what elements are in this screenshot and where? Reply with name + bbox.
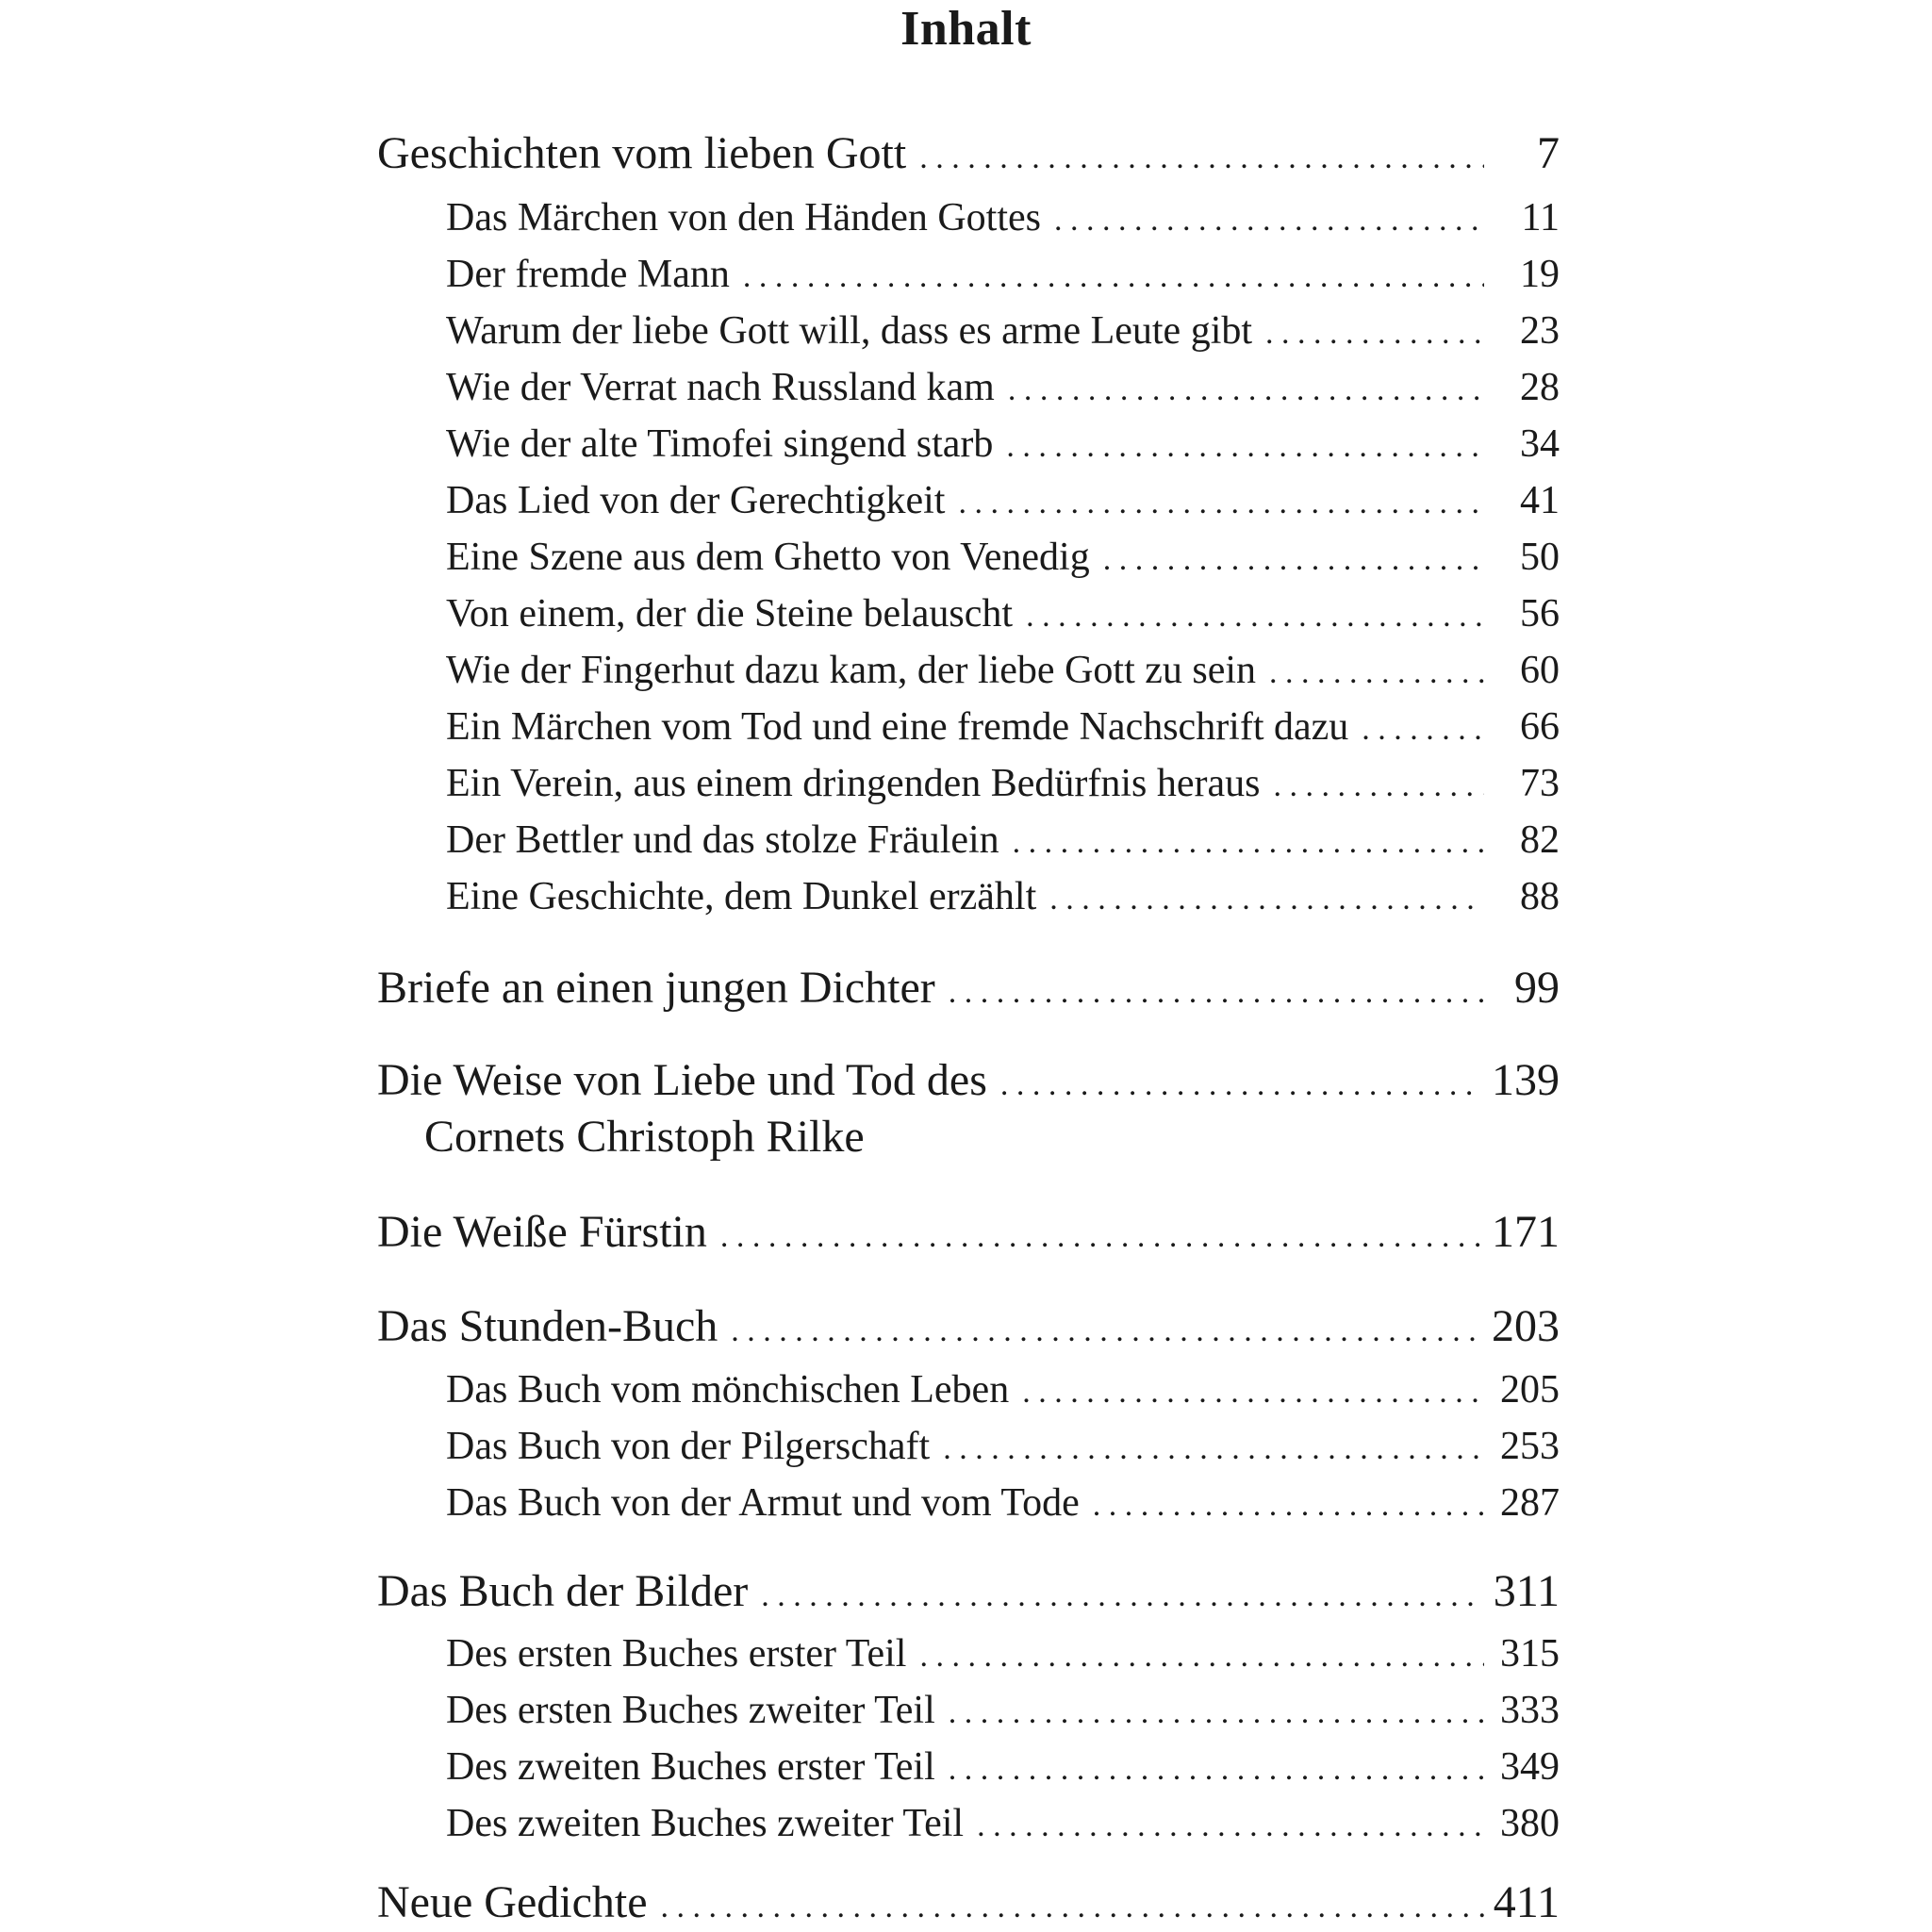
dot-leader bbox=[743, 259, 1484, 295]
toc-subentry bbox=[377, 1480, 1560, 1526]
toc-entry bbox=[377, 1054, 1560, 1106]
entry-title: Die Weiße Fürstin bbox=[377, 1207, 707, 1257]
toc-subentry bbox=[377, 252, 1560, 297]
toc-entry bbox=[377, 1300, 1560, 1352]
toc-subentry bbox=[377, 308, 1560, 354]
entry-page-number: 73 bbox=[1520, 762, 1560, 805]
entry-page-number: 60 bbox=[1520, 649, 1560, 692]
entry-title: Wie der alte Timofei singend starb bbox=[446, 422, 994, 466]
dot-leader bbox=[720, 1219, 1482, 1255]
entry-title: Des zweiten Buches zweiter Teil bbox=[446, 1802, 965, 1845]
dot-leader bbox=[958, 486, 1484, 521]
toc-subentry bbox=[377, 195, 1560, 240]
dot-leader bbox=[731, 1313, 1482, 1349]
toc-subentry bbox=[377, 874, 1560, 919]
dot-leader bbox=[1000, 1067, 1482, 1103]
entry-title: Briefe an einen jungen Dichter bbox=[377, 963, 935, 1013]
entry-page-number: 28 bbox=[1520, 366, 1560, 409]
entry-title: Eine Szene aus dem Ghetto von Venedig bbox=[446, 536, 1090, 579]
entry-page-number: 88 bbox=[1520, 875, 1560, 918]
entry-page-number: 253 bbox=[1500, 1425, 1560, 1468]
entry-page-number: 56 bbox=[1520, 592, 1560, 636]
entry-page-number: 349 bbox=[1500, 1745, 1560, 1789]
entry-page-number: 7 bbox=[1537, 128, 1560, 178]
entry-title-continuation: Cornets Christoph Rilke bbox=[424, 1112, 865, 1162]
dot-leader bbox=[661, 1890, 1484, 1925]
toc-subentry bbox=[377, 478, 1560, 523]
entry-title: Ein Märchen vom Tod und eine fremde Nachschrift dazu bbox=[446, 705, 1349, 749]
entry-page-number: 287 bbox=[1500, 1481, 1560, 1525]
entry-title: Ein Verein, aus einem dringenden Bedürfnis heraus bbox=[446, 762, 1261, 805]
entry-title: Das Buch von der Armut und vom Tode bbox=[446, 1481, 1080, 1525]
dot-leader bbox=[943, 1431, 1484, 1467]
toc-entry bbox=[377, 1876, 1560, 1928]
entry-page-number: 99 bbox=[1514, 963, 1560, 1013]
dot-leader bbox=[1022, 1375, 1484, 1411]
entry-title: Der fremde Mann bbox=[446, 253, 730, 296]
dot-leader bbox=[761, 1578, 1484, 1614]
entry-title: Wie der Fingerhut dazu kam, der liebe Gott zu sein bbox=[446, 649, 1257, 692]
dot-leader bbox=[1265, 316, 1484, 352]
entry-title: Geschichten vom lieben Gott bbox=[377, 128, 907, 178]
dot-leader bbox=[1269, 655, 1484, 691]
dot-leader bbox=[1054, 203, 1484, 239]
toc-subentry bbox=[377, 591, 1560, 636]
dot-leader bbox=[1013, 825, 1484, 861]
toc-subentry bbox=[377, 365, 1560, 410]
toc-subentry bbox=[377, 1744, 1560, 1790]
entry-title: Das Buch von der Pilgerschaft bbox=[446, 1425, 931, 1468]
page-title: Inhalt bbox=[900, 2, 1032, 56]
dot-leader bbox=[1026, 599, 1484, 635]
toc-subentry bbox=[377, 535, 1560, 580]
dot-leader bbox=[977, 1808, 1484, 1844]
dot-leader bbox=[1093, 1488, 1484, 1524]
entry-title: Des ersten Buches zweiter Teil bbox=[446, 1689, 935, 1732]
entry-title: Eine Geschichte, dem Dunkel erzählt bbox=[446, 875, 1037, 918]
dot-leader bbox=[919, 1639, 1484, 1675]
entry-page-number: 203 bbox=[1492, 1301, 1560, 1351]
toc-subentry bbox=[377, 421, 1560, 467]
entry-page-number: 23 bbox=[1520, 309, 1560, 353]
entry-title: Das Märchen von den Händen Gottes bbox=[446, 196, 1041, 239]
dot-leader bbox=[1049, 882, 1484, 917]
entry-page-number: 139 bbox=[1492, 1055, 1560, 1105]
entry-title: Des ersten Buches erster Teil bbox=[446, 1632, 907, 1676]
dot-leader bbox=[949, 1695, 1484, 1731]
entry-page-number: 41 bbox=[1520, 479, 1560, 522]
dot-leader bbox=[949, 1752, 1484, 1788]
entry-page-number: 82 bbox=[1520, 818, 1560, 862]
dot-leader bbox=[949, 975, 1484, 1011]
entry-page-number: 380 bbox=[1500, 1802, 1560, 1845]
toc-subentry bbox=[377, 1688, 1560, 1733]
entry-page-number: 66 bbox=[1520, 705, 1560, 749]
entry-title: Neue Gedichte bbox=[377, 1877, 648, 1927]
entry-title: Von einem, der die Steine belauscht bbox=[446, 592, 1014, 636]
toc-subentry bbox=[377, 1367, 1560, 1412]
dot-leader bbox=[1273, 768, 1484, 804]
entry-page-number: 411 bbox=[1493, 1877, 1560, 1927]
entry-page-number: 11 bbox=[1521, 196, 1560, 239]
dot-leader bbox=[1362, 712, 1484, 748]
entry-page-number: 205 bbox=[1500, 1368, 1560, 1412]
entry-title: Das Buch vom mönchischen Leben bbox=[446, 1368, 1010, 1412]
toc-subentry bbox=[377, 1801, 1560, 1846]
entry-page-number: 315 bbox=[1500, 1632, 1560, 1676]
toc-entry bbox=[377, 1206, 1560, 1258]
toc-subentry bbox=[377, 648, 1560, 693]
toc-subentry bbox=[377, 817, 1560, 863]
entry-page-number: 171 bbox=[1492, 1207, 1560, 1257]
toc-entry bbox=[377, 127, 1560, 179]
dot-leader bbox=[919, 140, 1484, 176]
entry-title: Das Buch der Bilder bbox=[377, 1566, 749, 1616]
toc-subentry bbox=[377, 761, 1560, 806]
entry-title: Warum der liebe Gott will, dass es arme Leute gibt bbox=[446, 309, 1253, 353]
entry-title: Des zweiten Buches erster Teil bbox=[446, 1745, 935, 1789]
toc-entry bbox=[377, 962, 1560, 1014]
toc-subentry bbox=[377, 704, 1560, 750]
dot-leader bbox=[1103, 542, 1484, 578]
toc-subentry bbox=[377, 1631, 1560, 1676]
dot-leader bbox=[1006, 429, 1484, 465]
entry-page-number: 50 bbox=[1520, 536, 1560, 579]
toc-entry bbox=[377, 1565, 1560, 1617]
entry-title: Das Lied von der Gerechtigkeit bbox=[446, 479, 946, 522]
entry-page-number: 19 bbox=[1520, 253, 1560, 296]
dot-leader bbox=[1008, 372, 1484, 408]
entry-title: Wie der Verrat nach Russland kam bbox=[446, 366, 995, 409]
toc-subentry bbox=[377, 1424, 1560, 1469]
entry-page-number: 34 bbox=[1520, 422, 1560, 466]
entry-title: Das Stunden-Buch bbox=[377, 1301, 718, 1351]
entry-title: Die Weise von Liebe und Tod des bbox=[377, 1055, 987, 1105]
entry-page-number: 333 bbox=[1500, 1689, 1560, 1732]
entry-page-number: 311 bbox=[1493, 1566, 1560, 1616]
entry-title: Der Bettler und das stolze Fräulein bbox=[446, 818, 999, 862]
